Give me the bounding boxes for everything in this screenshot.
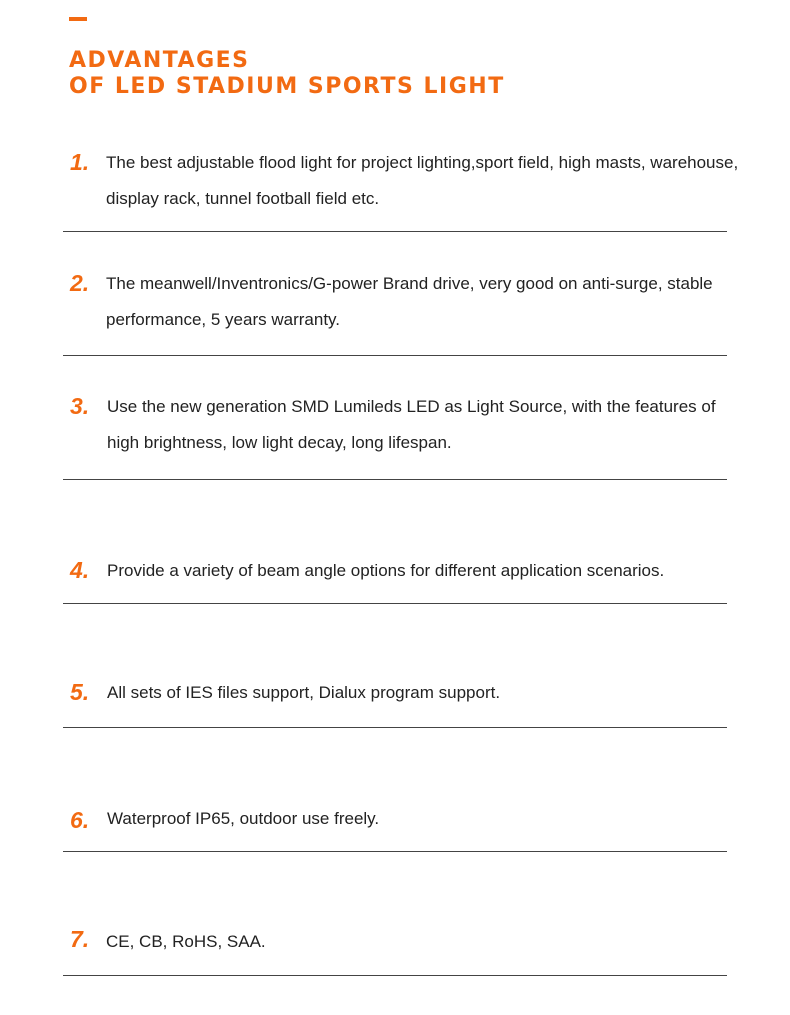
page-title-line-1: ADVANTAGES <box>69 48 250 73</box>
advantage-text: Use the new generation SMD Lumileds LED as Light Source, with the features of high brightness, low light decay, long lifespan. <box>107 397 716 452</box>
advantage-item-3 <box>63 389 727 480</box>
advantage-number: 5. <box>70 679 90 705</box>
advantage-text: The meanwell/Inventronics/G-power Brand drive, very good on anti-surge, stable performance, 5 years warranty. <box>106 274 713 329</box>
advantage-item-5 <box>63 675 727 728</box>
advantage-text: The best adjustable flood light for project lighting,sport field, high masts, warehouse, display rack, tunnel football field etc. <box>106 153 739 208</box>
advantage-text: Waterproof IP65, outdoor use freely. <box>107 809 380 828</box>
advantage-number: 4. <box>70 557 90 583</box>
advantage-number: 3. <box>70 393 90 419</box>
page-title <box>69 48 505 100</box>
advantage-number: 2. <box>70 270 90 296</box>
advantage-item-7 <box>63 924 727 976</box>
advantage-item-2 <box>63 266 727 356</box>
advantage-number: 1. <box>70 149 90 175</box>
advantage-number: 7. <box>70 926 90 952</box>
advantage-number: 6. <box>70 807 90 833</box>
accent-dash <box>69 17 87 21</box>
advantage-item-4 <box>63 553 727 604</box>
advantage-item-1 <box>63 145 739 232</box>
page-title-line-2: OF LED STADIUM SPORTS LIGHT <box>69 74 505 99</box>
advantage-text: CE, CB, RoHS, SAA. <box>106 932 266 951</box>
advantage-item-6 <box>63 801 727 852</box>
advantage-text: Provide a variety of beam angle options for different application scenarios. <box>107 561 665 580</box>
advantage-text: All sets of IES files support, Dialux program support. <box>107 683 501 702</box>
